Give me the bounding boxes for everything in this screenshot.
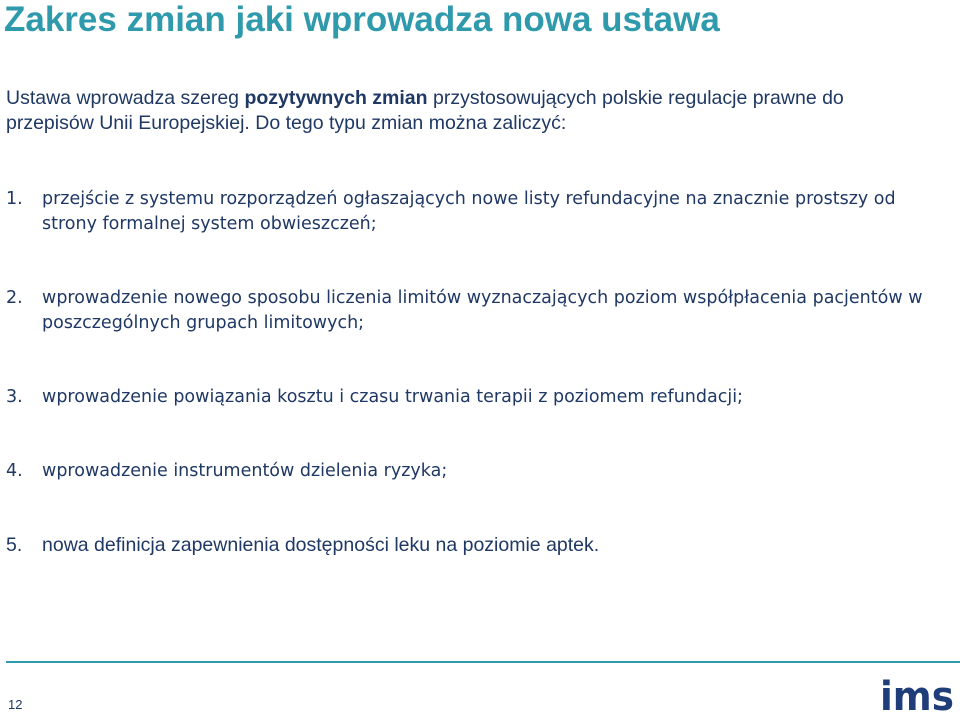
intro-text-end: przystosowujących polskie regulacje prawne do przepisów Unii Europejskiej. Do tego typu zmian można zaliczyć: [6,87,844,134]
intro-text-start: Ustawa wprowadza szereg [6,87,245,109]
ims-logo [880,676,954,714]
list-item-number: 5. [6,534,23,556]
intro-paragraph [6,86,936,136]
list-item-number: 4. [6,461,23,481]
list-item-text: wprowadzenie nowego sposobu liczenia limitów wyznaczających poziom współpłacenia pacjentów w poszczególnych grupach limitowych; [42,288,923,333]
list-item-number: 2. [6,288,23,308]
list-item-number: 3. [6,387,23,407]
list-item-number: 1. [6,189,23,209]
list-item [6,187,951,237]
list-item [6,459,951,484]
intro-bold-text: pozytywnych zmian [244,87,428,109]
page-number: 12 [8,697,23,712]
list-item [6,385,951,410]
list-item-text: nowa definicja zapewnienia dostępności leku na poziomie aptek. [42,534,600,556]
list-item-text: wprowadzenie instrumentów dzielenia ryzyka; [42,461,448,481]
list-item [6,533,951,558]
ims-logo-text: ims [880,676,954,714]
slide-title: Zakres zmian jaki wprowadza nowa ustawa [4,0,720,39]
list-item-text: wprowadzenie powiązania kosztu i czasu trwania terapii z poziomem refundacji; [42,387,743,407]
list-item-text: przejście z systemu rozporządzeń ogłaszających nowe listy refundacyjne na znacznie prostszy od strony formalnej system obwieszczeń; [42,189,896,234]
list-item [6,286,951,336]
footer-divider [6,661,960,663]
